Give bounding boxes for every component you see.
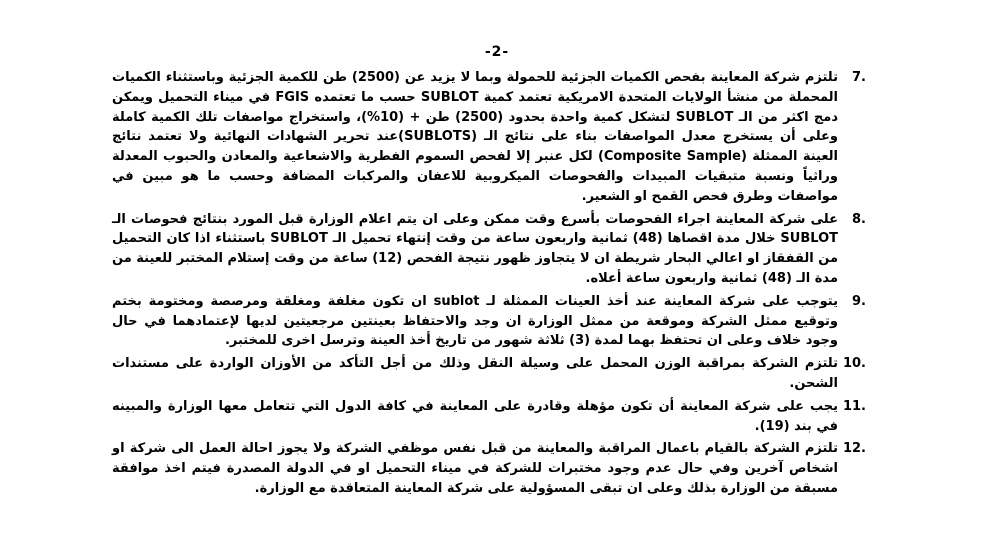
clause-number: 8. xyxy=(852,211,866,227)
clause-text: تلتزم شركة المعاينة بفحص الكميات الجزئية للحمولة وبما لا يزيد عن (2500) طن للكمية الجزئية وباستثناء الكميات المحملة من منشأ الولايات المتحدة الامريكية تعتمد كمية SUBLOT حسب ما تعتمده FGIS في ميناء التحميل ويمكن دمج اكثر من الـ SUBLOT لتشكل كمية واحدة بحدود (2500) طن + (10%)، واستخراج مواصفات تلك الكمية كاملة وعلى أن يستخرج معدل المواصفات بناء على نتائج الـ (SUBLOTS)عند تحرير الشهادات النهائية ولا تعتمد نتائج العينة الممثلة (Composite Sample) لكل عنبر إلا لفحص السموم الفطرية والاشعاعية والمعادن والحبوب المعدلة وراثياً ونسبة متبقيات المبيدات والفحوصات الميكروبية للاعفان والمركبات المضافة وحسب ما هو مبين في مواصفات وطرق فحص القمح او الشعير. xyxy=(112,70,839,204)
clause-number: 11. xyxy=(842,398,866,414)
clause-text: يجب على شركة المعاينة أن تكون مؤهلة وقادرة على المعاينة في كافة الدول التي تتعامل معها الوزارة والمبينه في بند (19). xyxy=(112,398,838,434)
clause-text: تلتزم الشركة بالقيام باعمال المراقبة والمعاينة من قبل نفس موظفي الشركة ولا يجوز احالة العمل الى شركة او اشخاص آخرين وفي حال عدم وجود مختبرات للشركة في ميناء التحميل او في الدولة المصدرة فيتم اخذ موافقة مسبقة من الوزارة بذلك وعلى ان تبقى المسؤولية على شركة المعاينة المتعاقدة مع الوزارة. xyxy=(112,441,838,496)
page-number: -2- xyxy=(484,44,510,60)
clause-8 xyxy=(112,210,866,289)
clause-number: 12. xyxy=(842,441,866,457)
clause-number: 10. xyxy=(842,356,866,372)
clause-text: يتوجب على شركة المعاينة عند أخذ العينات الممثلة لـ sublot ان تكون مغلفة ومغلقة ومرصصة ومختومة بختم وتوقيع ممثل الشركة وموقعة من ممثل الوزارة ان وجد والاحتفاظ بعينتين مرجعيتين لديها لإعتمادهما في حال وجود خلاف وعلى ان تحتفظ بهما لمدة (3) ثلاثة شهور من تاريخ أخذ العينة وترسل اخرى للمختبر. xyxy=(112,293,838,349)
clause-number: 7. xyxy=(852,70,866,85)
clause-9 xyxy=(112,292,866,351)
clause-number: 9. xyxy=(852,293,866,309)
clause-text: تلتزم الشركة بمراقبة الوزن المحمل على وسيلة النقل وذلك من أجل التأكد من الأوزان الواردة على مستندات الشحن. xyxy=(112,356,838,391)
document-body xyxy=(112,68,866,502)
clause-10 xyxy=(112,354,866,394)
clause-12 xyxy=(112,439,866,498)
clause-11 xyxy=(112,397,866,437)
clause-7 xyxy=(112,68,866,207)
clause-text: على شركة المعاينة اجراء الفحوصات بأسرع وقت ممكن وعلى ان يتم اعلام الوزارة قبل المورد بنتائج فحوصات الـ SUBLOT خلال مدة اقصاها (48) ثمانية واربعون ساعة من وقت إنتهاء تحميل الـ SUBLOT باستثناء اذا كان التحميل من القفقاز او اعالي البحار شريطة ان لا يتجاوز ظهور نتيجة الفحص (12) ساعة من وقت إستلام المختبر للعينة من مدة الـ (48) ثمانية واربعون ساعة أعلاه. xyxy=(112,211,838,286)
